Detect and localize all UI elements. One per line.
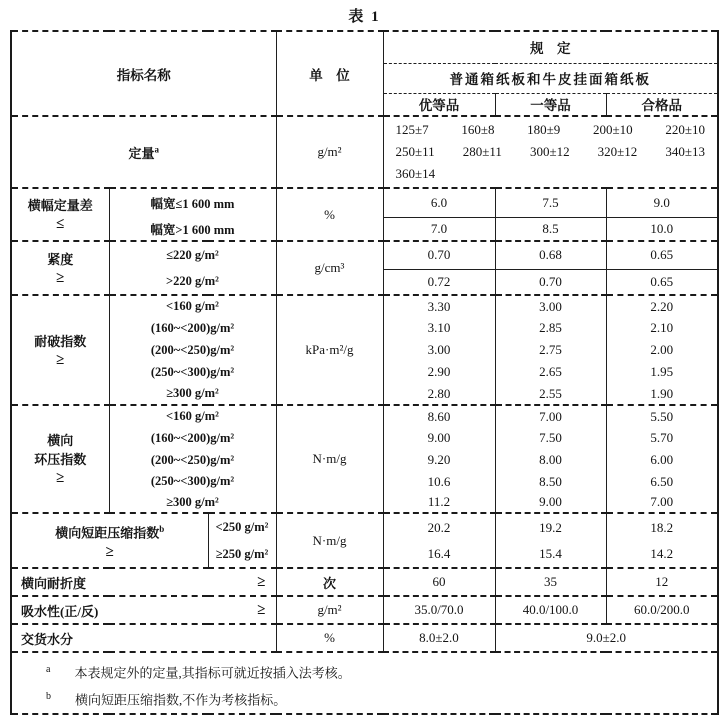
basis-weight-value: 340±13 [665, 144, 705, 159]
value-cell: 8.00 [495, 449, 606, 471]
value-cell: 2.90 [383, 361, 495, 383]
condition-cell: <160 g/m² [109, 405, 276, 427]
value-cell: 60.0/200.0 [606, 596, 718, 624]
value-cell: 0.68 [495, 241, 606, 269]
value-cell: 8.5 [495, 217, 606, 241]
value-cell: 5.50 [606, 405, 718, 427]
condition-cell: (160~<200)g/m² [109, 317, 276, 339]
header-board-type: 普通箱纸板和牛皮挂面箱纸板 [383, 63, 718, 93]
row-label-absorption: 吸水性(正/反) ≥ [11, 596, 276, 624]
basis-weight-value: 180±9 [527, 122, 561, 137]
unit-burst-index: kPa·m²/g [276, 295, 383, 405]
header-unit: 单 位 [276, 31, 383, 116]
unit-ring-crush: N·m/g [276, 405, 383, 513]
row-label-folding: 横向耐折度 ≥ [11, 568, 276, 596]
value-cell: 2.20 [606, 295, 718, 317]
condition-cell: 幅宽≤1 600 mm [109, 188, 276, 217]
value-cell: 3.00 [495, 295, 606, 317]
basis-weight-value: 160±8 [461, 122, 495, 137]
header-specification: 规 定 [383, 31, 718, 63]
value-cell: 3.10 [383, 317, 495, 339]
value-cell: 18.2 [606, 513, 718, 541]
ge-symbol: ≥ [257, 574, 266, 590]
unit-basis-weight: g/m² [276, 116, 383, 188]
value-cell: 8.60 [383, 405, 495, 427]
value-cell: 12 [606, 568, 718, 596]
condition-cell: (200~<250)g/m² [109, 339, 276, 361]
value-cell: 0.65 [606, 241, 718, 269]
footnote-ref-b: b [159, 524, 165, 535]
basis-weight-value: 220±10 [665, 122, 705, 137]
value-cell: 60 [383, 568, 495, 596]
row-label-density: 紧度 ≥ [11, 241, 109, 295]
basis-weight-value: 280±11 [462, 144, 502, 159]
basis-weight-value: 200±10 [592, 122, 633, 137]
value-cell: 35.0/70.0 [383, 596, 495, 624]
condition-cell: <250 g/m² [208, 513, 276, 541]
value-cell: 0.70 [495, 269, 606, 295]
basis-weight-value: 250±11 [395, 144, 435, 159]
ge-symbol: ≥ [56, 470, 65, 486]
value-cell: 2.10 [606, 317, 718, 339]
value-cell: 6.00 [606, 449, 718, 471]
ge-symbol: ≥ [257, 602, 266, 618]
value-cell: 1.90 [606, 383, 718, 405]
value-cell: 7.0 [383, 217, 495, 241]
unit-cross-weight-diff: % [276, 188, 383, 241]
condition-cell: (160~<200)g/m² [109, 427, 276, 449]
value-cell: 7.5 [495, 188, 606, 217]
specification-table [10, 30, 719, 715]
row-label-burst-index: 耐破指数 ≥ [11, 295, 109, 405]
value-cell: 0.65 [606, 269, 718, 295]
condition-cell: (200~<250)g/m² [109, 449, 276, 471]
value-cell: 9.00 [383, 427, 495, 449]
basis-weight-value: 320±12 [597, 144, 638, 159]
value-cell: 10.0 [606, 217, 718, 241]
ge-symbol: ≥ [56, 351, 65, 368]
basis-weight-value: 360±14 [395, 166, 436, 181]
value-cell: 6.0 [383, 188, 495, 217]
unit-absorption: g/m² [276, 596, 383, 624]
value-cell: 7.50 [495, 427, 606, 449]
row-label-basis-weight: 定量$^a$ [11, 116, 276, 188]
value-cell: 2.85 [495, 317, 606, 339]
condition-cell: ≤220 g/m² [109, 241, 276, 269]
condition-cell: <160 g/m² [109, 295, 276, 317]
value-cell: 0.70 [383, 241, 495, 269]
values-basis-weight [383, 116, 718, 188]
value-cell: 3.00 [383, 339, 495, 361]
value-cell: 8.50 [495, 471, 606, 492]
condition-cell: (250~<300)g/m² [109, 471, 276, 492]
row-label-sct: 横向短距压缩指数$^b$ ≥ [11, 513, 208, 568]
unit-sct: N·m/g [276, 513, 383, 568]
condition-cell: ≥300 g/m² [109, 383, 276, 405]
value-cell: 5.70 [606, 427, 718, 449]
value-cell: 2.80 [383, 383, 495, 405]
ge-symbol: ≥ [105, 543, 114, 560]
condition-cell: 幅宽>1 600 mm [109, 217, 276, 241]
header-grade-premium: 优等品 [383, 93, 495, 116]
value-cell: 7.00 [495, 405, 606, 427]
value-cell: 8.0±2.0 [383, 624, 495, 652]
value-cell: 19.2 [495, 513, 606, 541]
value-cell: 15.4 [495, 541, 606, 568]
value-cell: 2.00 [606, 339, 718, 361]
condition-cell: ≥250 g/m² [208, 541, 276, 568]
condition-cell: (250~<300)g/m² [109, 361, 276, 383]
value-cell: 14.2 [606, 541, 718, 568]
unit-density: g/cm³ [276, 241, 383, 295]
footnote-b: $^b$ 横向短距压缩指数,不作为考核指标。 [46, 691, 287, 708]
value-cell: 7.00 [606, 492, 718, 513]
value-cell: 1.95 [606, 361, 718, 383]
ge-symbol: ≥ [56, 269, 65, 286]
value-cell: 2.65 [495, 361, 606, 383]
value-cell: 9.20 [383, 449, 495, 471]
value-cell: 40.0/100.0 [495, 596, 606, 624]
unit-folding: 次 [276, 568, 383, 596]
footnote-ref-a: a [154, 144, 159, 155]
row-label-moisture: 交货水分 [11, 624, 276, 652]
value-cell: 2.75 [495, 339, 606, 361]
condition-cell: ≥300 g/m² [109, 492, 276, 513]
value-cell: 2.55 [495, 383, 606, 405]
header-grade-first: 一等品 [495, 93, 606, 116]
value-cell: 35 [495, 568, 606, 596]
value-cell: 6.50 [606, 471, 718, 492]
header-index-name: 指标名称 [11, 31, 276, 116]
footnotes [11, 652, 718, 714]
value-cell: 9.00 [495, 492, 606, 513]
value-cell: 10.6 [383, 471, 495, 492]
header-grade-qualified: 合格品 [606, 93, 718, 116]
value-cell: 9.0±2.0 [495, 624, 718, 652]
unit-moisture: % [276, 624, 383, 652]
row-label-ring-crush: 横向 环压指数 ≥ [11, 405, 109, 513]
value-cell: 3.30 [383, 295, 495, 317]
basis-weight-value: 125±7 [395, 122, 429, 137]
value-cell: 0.72 [383, 269, 495, 295]
table-title: 表 1 [348, 9, 381, 25]
footnote-a: $^a$ 本表规定外的定量,其指标可就近按插入法考核。 [46, 664, 351, 681]
basis-weight-value: 300±12 [529, 144, 570, 159]
value-cell: 9.0 [606, 188, 718, 217]
value-cell: 20.2 [383, 513, 495, 541]
condition-cell: >220 g/m² [109, 269, 276, 295]
le-symbol: ≤ [56, 216, 65, 232]
row-label-cross-weight-diff: 横幅定量差 ≤ [11, 188, 109, 241]
value-cell: 16.4 [383, 541, 495, 568]
value-cell: 11.2 [383, 492, 495, 513]
